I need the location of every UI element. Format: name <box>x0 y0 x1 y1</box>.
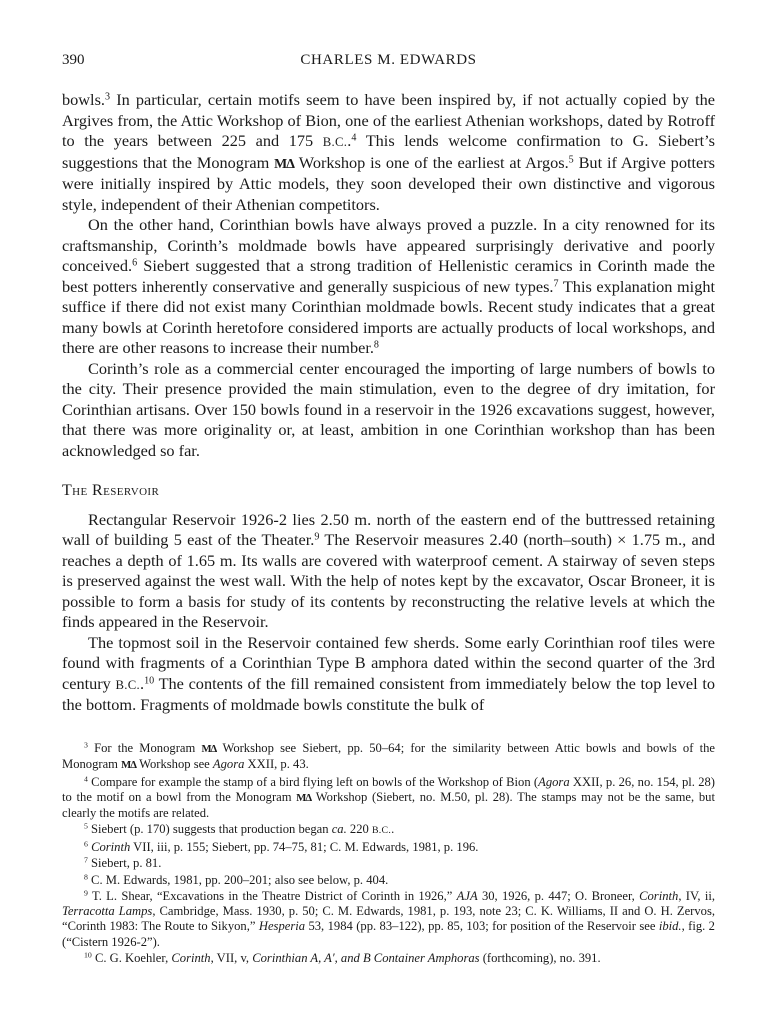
note-ref: 9 <box>84 888 88 898</box>
italic-text: Corinth <box>639 888 679 903</box>
text-run: C. G. Koehler, <box>91 950 172 965</box>
note-ref: 8 <box>84 872 88 882</box>
text-run: Siebert (p. 170) suggests that production began <box>87 822 332 837</box>
text-run: (forthcoming), no. 391. <box>479 950 601 965</box>
monogram-glyph: ΜΔ <box>274 155 294 171</box>
text-run: , VII, v, <box>210 950 253 965</box>
italic-text: Agora <box>212 757 245 772</box>
italic-text: Corinth <box>91 839 131 854</box>
text-run: 53, 1984 (pp. 83–122), pp. 85, 103; for position of the Reservoir see <box>305 919 659 934</box>
footnotes <box>62 741 715 967</box>
text-run: XXII, p. 26, no. 154, pl. 28) to the motif on a bowl from the Monogram <box>62 774 715 804</box>
text-run: Compare for example the stamp of a bird flying left on bowls of the Workshop of Bion ( <box>87 774 539 789</box>
note-ref: 4 <box>84 774 88 784</box>
text-run: VII, iii, p. 155; Siebert, pp. 74–75, 81; C. M. Edwards, 1981, p. 196. <box>130 839 479 854</box>
small-caps-text: B.C. <box>115 677 141 692</box>
page-number: 390 <box>62 52 85 68</box>
footnote <box>62 840 715 855</box>
text-run: The topmost soil in the Reservoir contained few sherds. Some early Corinthian roof tiles were found with fragments of a Corinthian Type B amphora dated within the second quarter of the 3rd century <box>62 632 715 693</box>
footnote <box>62 741 715 773</box>
text-run: , Cambridge, Mass. 1930, p. 50; C. M. Edwards, 1981, p. 193, note 23; C. K. Williams, II and O. H. Zervos, “Corinth 1983: The Route to Sikyon,” <box>62 904 715 934</box>
running-head <box>62 52 715 72</box>
note-ref: 8 <box>373 339 379 351</box>
footnote <box>62 873 715 888</box>
text-run: . <box>347 131 352 150</box>
text-run: T. L. Shear, “Excavations in the Theatre District of Corinth in 1926,” <box>87 888 457 903</box>
text-run: C. M. Edwards, 1981, pp. 200–201; also see below, p. 404. <box>87 872 389 887</box>
text-run: The contents of the fill remained consistent from immediately below the top level to the bottom. Fragments of moldmade bowls constitute the bulk of <box>62 673 716 714</box>
note-ref: 6 <box>84 839 88 849</box>
text-run: Workshop is one of the earliest at Argos. <box>293 152 569 172</box>
paragraph <box>62 90 715 215</box>
monogram-glyph: ΜΔ <box>121 759 136 772</box>
small-caps-text: B.C. <box>371 825 392 837</box>
footnote <box>62 822 715 838</box>
footnote <box>62 856 715 871</box>
monogram-glyph: ΜΔ <box>296 791 312 804</box>
footnote <box>62 951 715 966</box>
italic-text: Corinthian A, A′, and B Container Amphoras <box>252 950 480 965</box>
note-ref: 7 <box>553 277 559 289</box>
note-ref: 10 <box>144 674 155 686</box>
monogram-glyph: ΜΔ <box>201 743 217 755</box>
italic-text: Agora <box>538 774 570 789</box>
body-text <box>62 90 715 716</box>
paragraph <box>62 633 715 716</box>
text-run: But if Argive potters were initially inspired by Attic models, they soon developed their own distinctive and vigorous style, independent of their Athenian competitors. <box>62 152 715 214</box>
italic-text: AJA <box>456 888 478 903</box>
paragraph <box>62 510 715 633</box>
text-run: This lends welcome confirmation to G. Siebert’s suggestions that the Monogram <box>62 131 715 172</box>
italic-text: Terracotta Lamps <box>62 904 153 919</box>
text-run: 30, 1926, p. 447; O. Broneer, <box>477 888 640 903</box>
text-run: Workshop see <box>135 757 213 772</box>
text-run: . <box>391 822 395 837</box>
text-run: This explanation might suffice if there did not exist many Corinthian moldmade bowls. Recent study indicates that a great many bowls at Corinth heretofore considered imports are actually products of local workshops, and there are other reasons to increase their number. <box>62 276 715 357</box>
text-run: Workshop (Siebert, no. M.50, pl. 28). The stamps may not be the same, but clearly the motifs are related. <box>62 789 715 820</box>
text-run: On the other hand, Corinthian bowls have always proved a puzzle. In a city renowned for its craftsmanship, Corinth’s moldmade bowls have appeared surprisingly derivative and poorly conceived. <box>62 215 715 275</box>
note-ref: 5 <box>84 822 88 832</box>
text-run: Corinth’s role as a commercial center encouraged the importing of large numbers of bowls to the city. Their presence provided the main stimulation, even to the degree of dry imitation, for Corinthian artisans. Over 150 bowls found in a reservoir in the 1926 excavations suggest, however, that there was more originality or, at least, ambition in one Corinthian workshop than has been acknowledged so far. <box>62 358 715 460</box>
text-run: The Reservoir measures 2.40 (north–south) × 1.75 m., and reaches a depth of 1.65 m. Its walls are covered with waterproof cement. A stairway of seven steps is preserved against the west wall. With the help of notes kept by the excavator, Oscar Broneer, it is possible to form a basis for study of its contents by reconstructing the relative levels at which the finds appeared in the Reservoir. <box>62 530 716 631</box>
note-ref: 4 <box>351 132 357 144</box>
text-run: XXII, p. 43. <box>244 757 309 772</box>
note-ref: 9 <box>314 531 320 543</box>
small-caps-text: B.C. <box>322 135 348 149</box>
italic-text: Hesperia <box>258 919 306 934</box>
running-title: CHARLES M. EDWARDS <box>300 52 477 68</box>
text-run: Siebert suggested that a strong tradition of Hellenistic ceramics in Corinth made the best potters inherently conservative and generally suspicious of new types. <box>62 256 715 296</box>
text-run: 220 <box>346 822 372 837</box>
note-ref: 3 <box>104 91 111 103</box>
text-run: For the Monogram <box>87 741 202 755</box>
text-run: , IV, ii, <box>678 888 716 903</box>
text-run: , fig. 2 (“Cistern 1926-2”). <box>62 919 715 949</box>
text-run: Rectangular Reservoir 1926-2 lies 2.50 m. north of the eastern end of the buttressed retaining wall of building 5 east of the Theater. <box>62 509 715 549</box>
note-ref: 10 <box>84 950 92 960</box>
italic-text: ca. <box>331 822 347 837</box>
text-run: . <box>140 673 145 693</box>
text-run: Workshop see Siebert, pp. 50–64; for the similarity between Attic bowls and bowls of the Monogram <box>62 741 715 772</box>
note-ref: 3 <box>84 740 88 750</box>
note-ref: 5 <box>568 153 574 165</box>
footnote <box>62 775 715 822</box>
text-run: Siebert, p. 81. <box>87 856 162 871</box>
note-ref: 6 <box>132 257 138 269</box>
paragraph <box>62 359 715 462</box>
section-heading: The Reservoir <box>62 482 160 499</box>
note-ref: 7 <box>84 855 88 865</box>
text-run: bowls. <box>62 90 105 109</box>
paragraph <box>62 215 715 359</box>
italic-text: Corinth <box>171 950 211 965</box>
italic-text: ibid. <box>658 919 682 934</box>
text-run: In particular, certain motifs seem to have been inspired by, if not actually copied by the Argives from, the Attic Workshop of Bion, one of the earliest Athenian workshops, dated by Rotroff to the years between 225 and 175 <box>62 90 715 150</box>
footnote <box>62 889 715 950</box>
